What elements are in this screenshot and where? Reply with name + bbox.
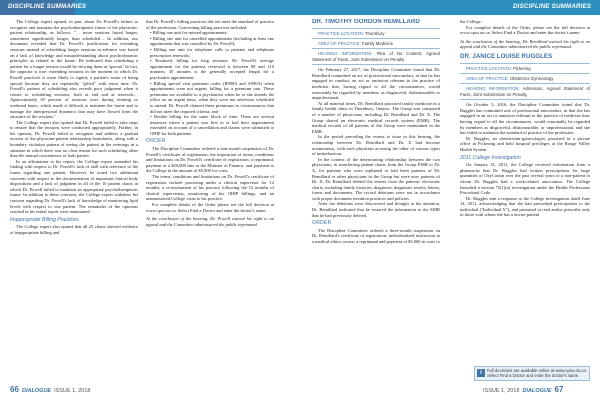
page66-column-2 [146, 19, 274, 381]
list-item: • Billing one unit for cancelled appointments (including at least one appointment that was cancelled by Dr. Powell); [150, 36, 274, 47]
doctor-name-ruggles: DR. JANICE LOUISE RUGGLES [460, 52, 553, 60]
divider [312, 64, 440, 65]
meta-area-of-practice: AREA OF PRACTICE: Family Medicine [318, 41, 393, 46]
issue-right: ISSUE 1, 2018 [483, 388, 520, 394]
divider [312, 48, 440, 49]
page-number-right: 67 [554, 385, 564, 394]
meta-practice-location: PRACTICE LOCATION: Thornbury [318, 30, 385, 36]
header-label-left: DISCIPLINE SUMMARIES [8, 3, 87, 10]
paragraph: After the deletions were discovered and brought to his attention, Dr. Remillard indicated that he restored the information to the EMR that he had previously deleted. [312, 201, 440, 218]
magazine-name-right: DIALOGUE [522, 388, 552, 394]
footer-right [483, 385, 563, 394]
page67-column-3 [312, 19, 440, 381]
divider [460, 63, 590, 64]
page66-column-1 [10, 19, 138, 381]
billing-list [146, 30, 274, 136]
paragraph: The College expert also opined that all 25 charts showed evidence of inappropriate billing and [10, 224, 138, 235]
divider [460, 73, 590, 74]
paragraph: In an affirmation to his report, the College expert amended his finding with respect to Dr. Powell's lack of skill with reference to the frame regarding one patient. However, he noted two additional concerns with respect to the documentation of important clinical body dispositions and a lack of judgment in all of the 10 patient charts in which Dr. Powell failed to maintain an appropriate psychotherapeutic frame. In addition to these concerns, the College expert withdrew his concern regarding Dr. Powell's lack of knowledge of monitoring lipid levels with respect to one patient. The remainder of the opinions reached in his initial report were maintained. [10, 158, 138, 215]
meta-hearing-information: HEARING INFORMATION: Admission, Agreed Statement of Facts, Joint Submission on Penalty [460, 86, 590, 97]
notice-text: Full decisions are available online at www.cpso.on.ca. Select Find a Doctor and enter the doctor's name. [487, 368, 587, 378]
hearing-conclusion: At the conclusion of the hearing, Dr. Remillard waived his right to an appeal and the Committee administered the public reprimand. [460, 38, 590, 50]
header-label-right: DISCIPLINE SUMMARIES [513, 3, 592, 10]
paragraph: In the context of the deteriorating relationship between the two physicians, in transferring patient charts from the Group EMR to Dr. X, for patients who were orphaned or had been patients of Dr. Remillard or other physicians in the Group but were now patients of Dr. X, Dr. Remillard deleted the entries from the patients' electronic charts, including family histories, diagnoses, diagnostic results, letters, forms and documents. The record deletions were not in accordance with proper document retention practices and policies. [312, 156, 440, 201]
paragraph: In the period preceding the events at issue in this hearing, the relationship between Dr. Remillard and Dr. X had become acrimonious, with each physician accusing the other of various types of misbehaviour. [312, 134, 440, 157]
paragraph: On January 31, 2011, the College received information from a pharmacist that Dr. Ruggles had written prescriptions for large quantities of OxyContin over the past several years to a non-patient to whom Dr. Ruggles had a work-related association. The College launched a section 75(1)(a) investigation under the Health Professions Procedural Code. [460, 162, 590, 196]
meta-area-of-practice: AREA OF PRACTICE: Obstetrics-Gynecology [466, 75, 554, 81]
divider [312, 28, 440, 29]
list-item: • Routinely billing for long sessions: Dr. Powell's average appointment for the patients reviewed is between 80 and 110 minutes; 30 minutes is the generally accepted length for a psychiatric appointment; [150, 58, 274, 80]
list-item: • Billing one unit for missed appointments; [150, 30, 274, 36]
paragraph: The Discipline Committee ordered a three-month suspension on Dr. Remillard's certificate of registration; individualized instruction in a medical ethics course; a reprimand and payment of $5,000 in costs to [312, 227, 440, 245]
list-item: • Double billing for the same block of time. There are several instances where a patient was first in or had their appointment extended on account of a cancellation and claims were submitted to OHIP for both patients. [150, 114, 274, 136]
info-icon: i [477, 369, 485, 377]
list-item: • Billing one unit for telephone calls to patients and telephone prescription renewals; [150, 47, 274, 58]
subheading-investigation: 2011 College Investigation [460, 154, 521, 161]
paragraph: For complete details of the Order, please see the full decision at www.cpso.on.ca. Select Find a Doctor and enter the doctor's name. [460, 24, 590, 36]
magazine-name-left: DIALOGUE [21, 388, 51, 394]
paragraph: The College expert also opined that Dr. Powell failed to take steps to ensure that the sessions were conducted appropriately. Further, in his opinion, Dr. Powell failed to recognize and address a gradual erosion of the physician-patient relationship boundaries, along with a boundary violation pattern of seeing the patient in the evenings in a situation in which there was no clear reason for such scheduling other than the mutual convenience of both parties. [10, 119, 138, 159]
order-heading: ORDER [146, 138, 166, 145]
subheading-billing: Inappropriate Billing Practices [10, 216, 79, 223]
divider [460, 83, 590, 84]
paragraph: The College expert opined, in part, about Dr. Powell's failure to recognize and maintain the psychotherapeutic frame of the physician-patient relationship, as follows: "… more sessions lasted longer, sometimes significantly longer, than scheduled… In addition, our document revealed that Dr. Powell's justification for extending sessions instead of scheduling longer sessions in advance was based on a lack of knowledge and misunderstanding about psychodynamic principles as related to the frame. He indicated that scheduling a patient for a longer session would be viewing them as 'special.' In fact, the opposite is true: extending sessions in the moment in which Dr. Powell practices is more likely to signify a patient's sense of being special because they are repeatedly "gifted" with extra time. Dr. Powell's pattern of scheduling also reveals poor judgment when it comes to scheduling sessions, both at end and at intervals… Approximately 65 percent of sessions were during evening or weekend hours, which made it difficult to maintain the frame and to manage the interpersonal dynamics that may have flowed from the structure of the sessions." [10, 19, 138, 120]
footer-left [10, 385, 90, 394]
order-heading: ORDER [312, 220, 332, 227]
paragraph: On February 27, 2017, the Discipline Committee found that Dr. Remillard committed an act of professional misconduct, in that he has engaged in conduct, an act or omission relevant to the practice of medicine that, having regard to all the circumstances, would reasonably be regarded by members as disgraceful, dishonourable or unprofessional. [312, 67, 440, 101]
paragraph: that Dr. Powell's billing practices did not meet the standard of practice of the profession. Concerning billing practices included: [146, 19, 274, 30]
paragraph: On October 5, 2016, the Discipline Committee found that Dr. Ruggles has committed acts of professional misconduct, in that she has engaged in an act or omission relevant to the practice of medicine that, having regard to all the circumstances, would reasonably be regarded by members as disgraceful, dishonourable, or unprofessional, and she has failed to maintain the standard of practice of the profession. [460, 102, 590, 136]
paragraph: At all material times, Dr. Remillard practised family medicine in a family health clinic in Thornbury, Ontario. The Group was composed of a number of physicians, including Dr. Remillard and Dr. X. The Group shared an electronic medical records system (EMR). The medical records of all patients of the Group were maintained in the EMR. [312, 100, 440, 134]
meta-hearing-information: HEARING INFORMATION: Plea of No Contest, Agreed Statement of Facts, Joint Submission on Penalty [312, 51, 440, 62]
paragraph: the College. [460, 19, 482, 24]
doctor-name-remillard: DR. TIMOTHY GORDON REMILLARD [312, 19, 420, 25]
paragraph: Dr. Ruggles, an obstetrician-gynecologist, practised in a private office in Pickering and held hospital privileges at the Rouge Valley Health System. [460, 135, 590, 152]
paragraph: Dr. Ruggles sent a response to the College investigation dated June 14, 2011, acknowledging that she had prescribed prescriptions to the individual ("Individual Y"), and promised to read and/or prescribe only to those with whom she has a doctor-patient [460, 195, 590, 218]
meta-practice-location: PRACTICE LOCATION: Pickering [466, 65, 531, 71]
page-number-left: 66 [10, 385, 19, 394]
divider [312, 38, 440, 39]
list-item: • Billing special visit premium codes (B990A and A990A) when appointments were not urgent; billing for a premium rate. These premiums are available to a psychiatrist when he or she attends the office on an urgent basis, when they were not otherwise scheduled to attend. Dr. Powell claimed these premiums in circumstances that did not meet the required criteria; and [150, 81, 274, 115]
issue-left: ISSUE 1, 2018 [54, 388, 91, 394]
paragraph: The terms, conditions and limitations on Dr. Powell's certificate of registration include practising under a clinical supervisor for 12 months, a re-assessment of his practice following the 12 months of clinical supervision, monitoring of his OHIP billings, and an unannounced College visits to his practice. [146, 174, 274, 202]
paragraph: The Discipline Committee ordered a four-month suspension of Dr. Powell's certificate of registration; the imposition of terms, conditions and limitations on Dr. Powell's certificate of registration, a reprimand; payment of a $20,000 fine to the Minister of Finance, and payment to the College in the amount of $5,000 for costs. [146, 146, 274, 174]
paragraph: For complete details of the Order please see the full decision at www.cpso.on.ca. Select Find a Doctor and enter the doctor's name. [146, 202, 274, 213]
page67-column-4 [460, 19, 590, 364]
divider [460, 99, 590, 100]
hearing-conclusion: At the conclusion of the hearing, Dr. Powell waived his right to an appeal and the Committee administered the public reprimand. [146, 216, 274, 227]
full-decisions-notice [474, 366, 590, 381]
